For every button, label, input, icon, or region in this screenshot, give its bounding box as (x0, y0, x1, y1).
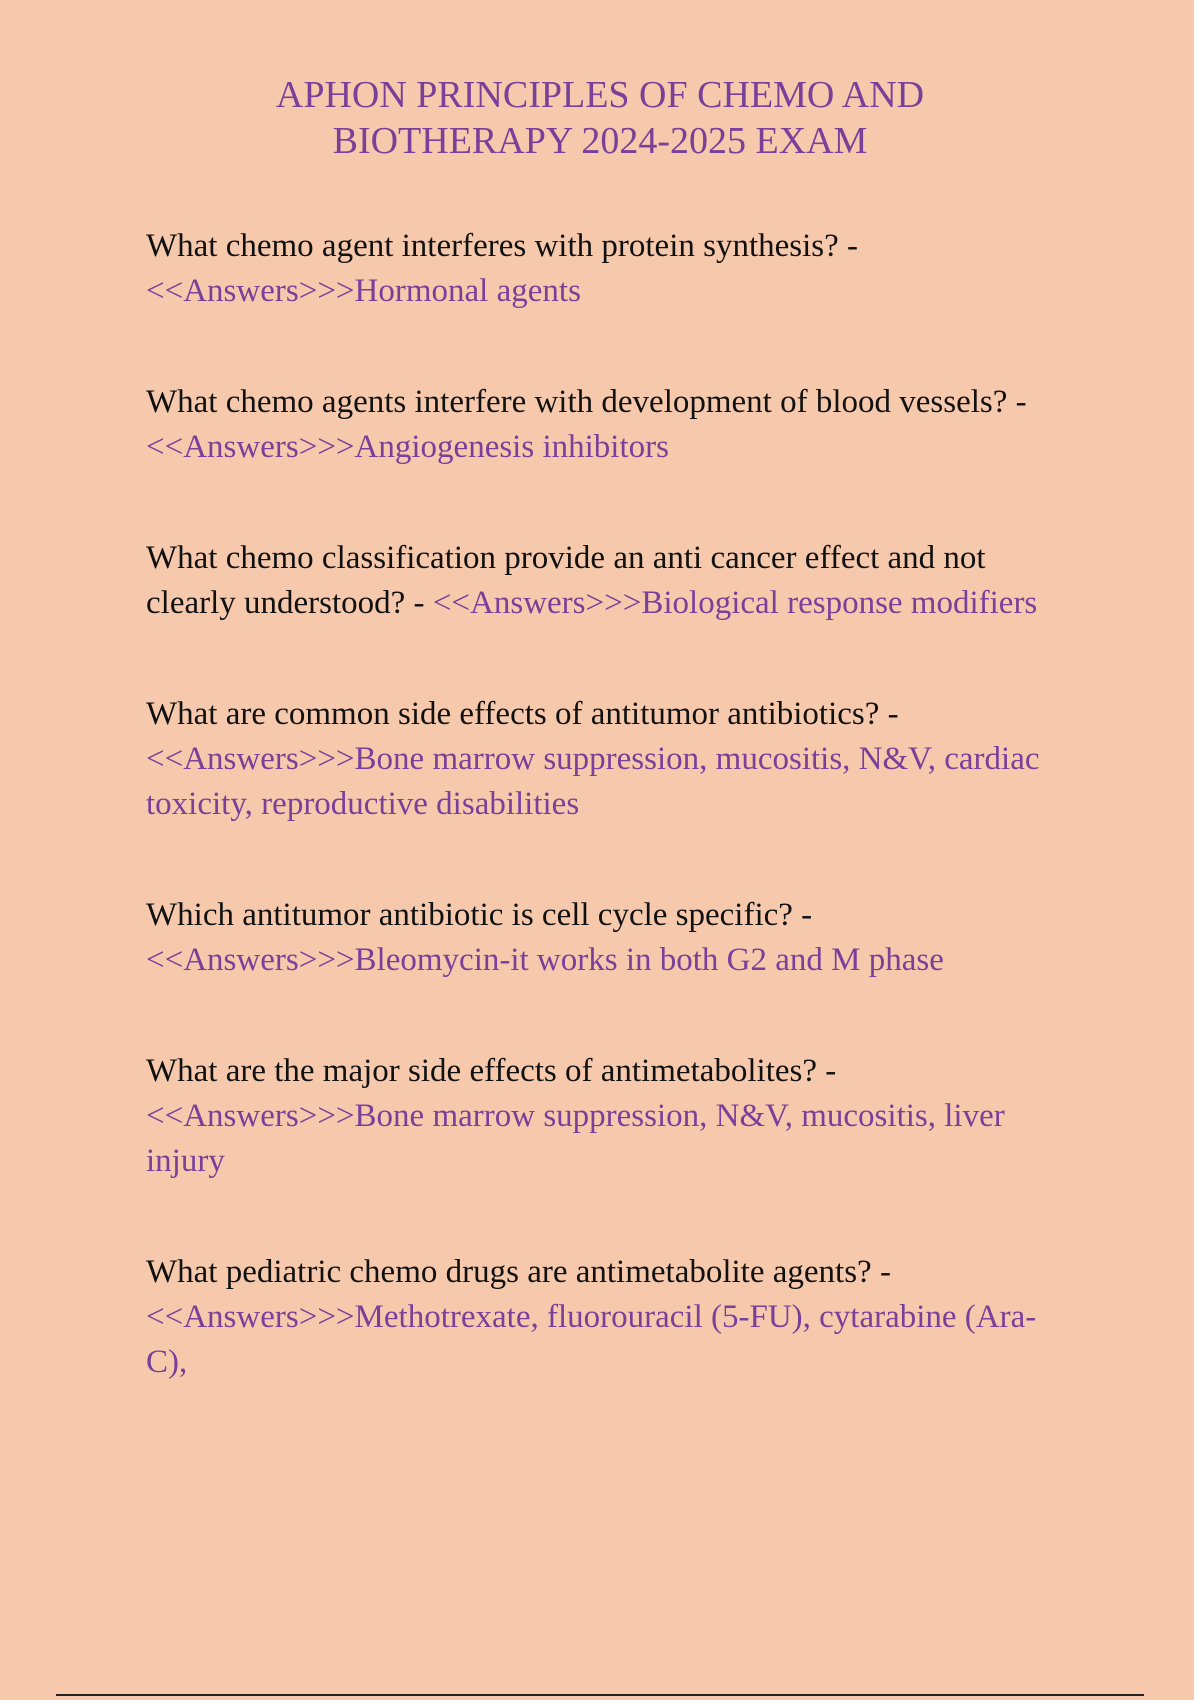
answer-text: Bleomycin-it works in both G2 and M phase (354, 942, 944, 978)
answer-text: Bone marrow suppression, N&V, mucositis, liver injury (146, 1098, 1005, 1179)
answer-marker: <<Answers>>> (146, 741, 355, 777)
qa-list (146, 224, 1046, 1385)
question-text: What chemo classification provide an anti cancer effect and not clearly understood? - (146, 540, 986, 621)
answer-marker: <<Answers>>> (146, 942, 355, 978)
answer-marker: <<Answers>>> (432, 585, 642, 621)
question-text: What chemo agent interferes with protein synthesis? - (146, 228, 859, 264)
answer-text: Hormonal agents (354, 273, 581, 309)
title-line-2: BIOTHERAPY 2024-2025 EXAM (332, 120, 868, 162)
answer-text: Bone marrow suppression, mucositis, N&V, cardiac toxicity, reproductive disabilities (146, 741, 1040, 822)
bottom-divider (56, 1694, 1144, 1696)
answer-text: Angiogenesis inhibitors (354, 429, 669, 465)
question-text: Which antitumor antibiotic is cell cycle specific? - (146, 897, 813, 933)
qa-item-5 (146, 893, 1046, 983)
qa-item-3 (146, 536, 1046, 626)
document-title (0, 72, 1200, 164)
answer-marker: <<Answers>>> (146, 1098, 355, 1134)
question-text: What are the major side effects of antimetabolites? - (146, 1053, 837, 1089)
title-line-1: APHON PRINCIPLES OF CHEMO AND (275, 74, 925, 116)
answer-text: Biological response modifiers (641, 585, 1038, 621)
question-text: What are common side effects of antitumor antibiotics? - (146, 696, 899, 732)
qa-item-7 (146, 1250, 1046, 1385)
answer-marker: <<Answers>>> (146, 429, 355, 465)
answer-marker: <<Answers>>> (146, 1299, 355, 1335)
qa-item-4 (146, 692, 1046, 827)
qa-item-6 (146, 1049, 1046, 1184)
answer-marker: <<Answers>>> (146, 273, 355, 309)
question-text: What pediatric chemo drugs are antimetabolite agents? - (146, 1254, 891, 1290)
page-edge (1194, 0, 1200, 1700)
question-text: What chemo agents interfere with development of blood vessels? - (146, 384, 1027, 420)
qa-item-2 (146, 380, 1046, 470)
qa-item-1 (146, 224, 1046, 314)
answer-text: Methotrexate, fluorouracil (5-FU), cytarabine (Ara-C), (146, 1299, 1037, 1380)
